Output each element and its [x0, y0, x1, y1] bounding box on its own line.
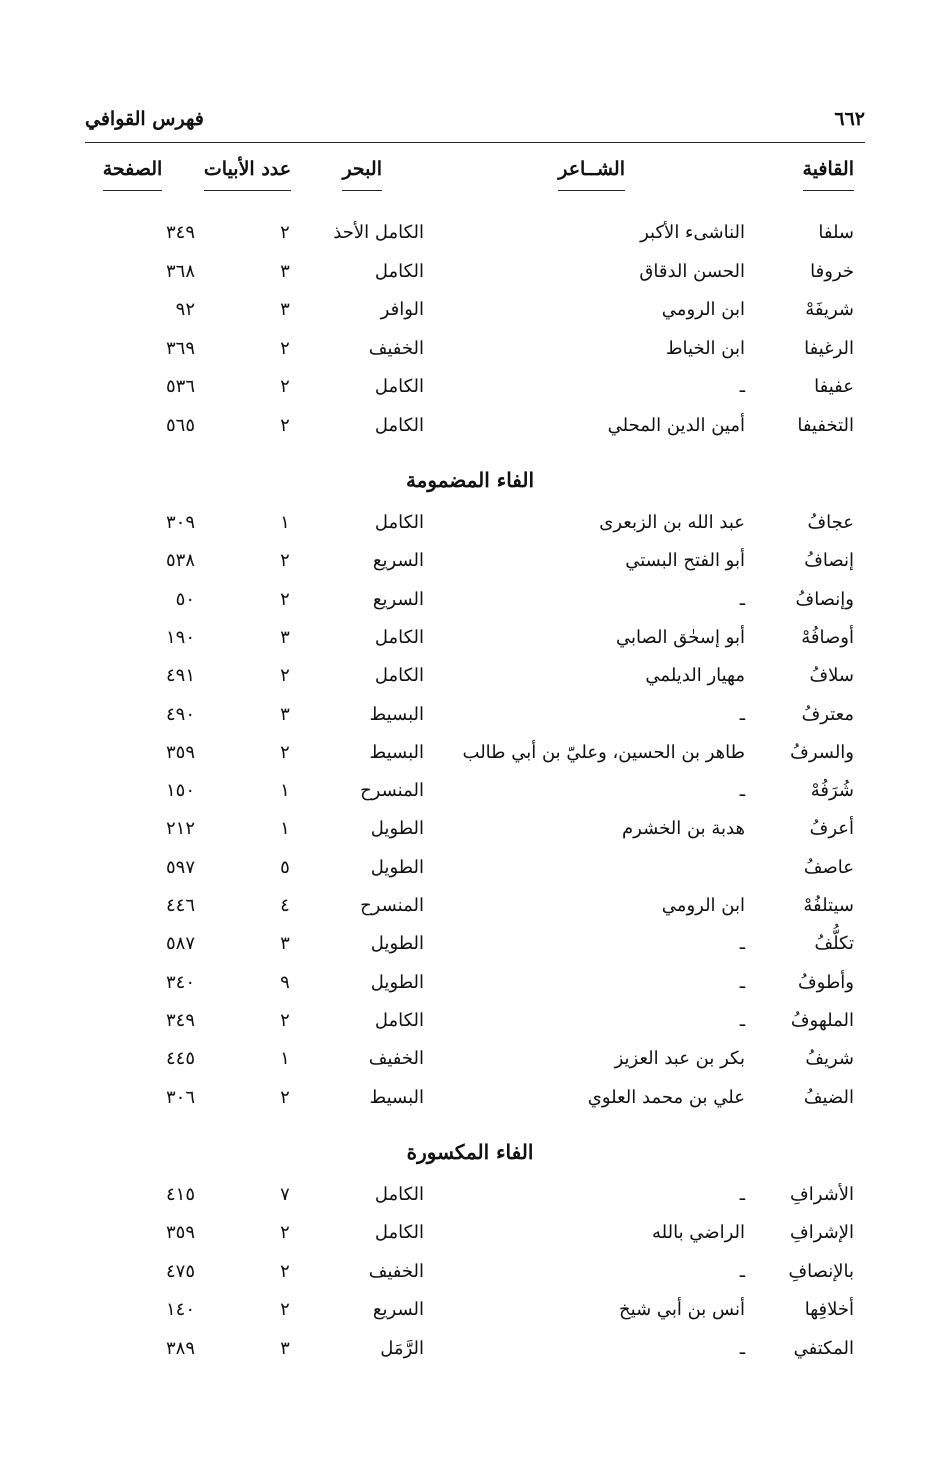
table-row — [0, 222, 950, 256]
table-row — [0, 742, 950, 776]
table-row — [0, 512, 950, 546]
poet-cell: ـ — [739, 588, 745, 610]
poet-cell: ـ — [739, 1337, 745, 1359]
page-cell: ٩٢ — [175, 299, 195, 321]
rhyme-cell: سلافُ — [809, 665, 854, 687]
poet-cell: أبو إسحٰق الصابي — [615, 626, 745, 648]
poet-cell: ـ — [739, 971, 745, 993]
page-cell: ٣٤٠ — [165, 971, 195, 993]
meter-cell: الرَّمَل — [380, 1337, 424, 1359]
verses-cell: ٢ — [280, 1260, 290, 1282]
page-cell: ٤٧٥ — [165, 1260, 195, 1282]
table-row — [0, 1010, 950, 1044]
rhyme-cell: شريفَهْ — [805, 299, 854, 321]
page-cell: ٤١٥ — [165, 1184, 195, 1205]
verses-cell: ١ — [280, 512, 290, 533]
page-cell: ٢١٢ — [165, 818, 195, 840]
page-cell: ١٤٠ — [165, 1299, 195, 1321]
table-row — [0, 1338, 950, 1372]
meter-cell: الخفيف — [368, 337, 424, 359]
page-cell: ٥٦٥ — [165, 415, 195, 436]
table-row — [0, 338, 950, 372]
poet-cell: الحسن الدقاق — [639, 260, 745, 282]
meter-cell: الطويل — [370, 933, 424, 955]
rhyme-cell: سيتلفُهْ — [803, 895, 854, 916]
header-page: الصفحة — [100, 158, 165, 191]
meter-cell: الكامل الأحذ — [333, 222, 424, 243]
meter-cell: الكامل — [374, 665, 424, 687]
verses-cell: ٢ — [280, 588, 290, 610]
rhyme-cell: شريفُ — [805, 1048, 854, 1070]
table-row — [0, 589, 950, 623]
poet-cell: مهيار الديلمي — [645, 665, 745, 687]
verses-cell: ٣ — [280, 933, 290, 955]
rhyme-cell: الرغيفا — [804, 337, 854, 359]
verses-cell: ٣ — [280, 1337, 290, 1359]
poet-cell: الراضي بالله — [651, 1222, 745, 1244]
meter-cell: البسيط — [369, 1086, 424, 1108]
rhyme-cell: عفيفا — [814, 376, 854, 398]
verses-cell: ٢ — [280, 1009, 290, 1031]
page-cell: ١٥٠ — [165, 780, 195, 802]
verses-cell: ٢ — [280, 415, 290, 436]
meter-cell: الوافر — [380, 299, 424, 321]
poet-cell: ـ — [739, 1009, 745, 1031]
rhyme-cell: شُرَفُهْ — [810, 780, 854, 802]
page-cell: ٣٤٩ — [165, 222, 195, 243]
poet-cell: ـ — [739, 1260, 745, 1282]
verses-cell: ٢ — [280, 741, 290, 763]
verses-cell: ٢ — [280, 550, 290, 572]
verses-cell: ١ — [280, 780, 290, 802]
table-row — [0, 1222, 950, 1256]
table-row — [0, 857, 950, 891]
rhyme-cell: الضيفُ — [803, 1086, 854, 1108]
table-row — [0, 780, 950, 814]
rhyme-cell: أخلافِها — [804, 1299, 854, 1321]
poet-cell: ابن الخياط — [665, 337, 745, 359]
poet-cell: أنس بن أبي شيخ — [619, 1299, 745, 1321]
verses-cell: ٢ — [280, 1299, 290, 1321]
rhyme-cell: الإشرافِ — [790, 1222, 854, 1244]
rhyme-cell: الملهوفُ — [790, 1009, 854, 1031]
meter-cell: الطويل — [370, 856, 424, 878]
rhyme-cell: إنصافُ — [804, 550, 854, 572]
page-cell: ٣٠٩ — [165, 512, 195, 533]
verses-cell: ١ — [280, 818, 290, 840]
page-cell: ٣٤٩ — [165, 1009, 195, 1031]
meter-cell: الكامل — [374, 1009, 424, 1031]
rhyme-cell: المكتفي — [793, 1337, 854, 1359]
meter-cell: المنسرح — [360, 780, 424, 802]
verses-cell: ٥ — [280, 856, 290, 878]
table-row — [0, 704, 950, 738]
page-cell: ٤٤٥ — [165, 1048, 195, 1070]
table-row — [0, 1261, 950, 1295]
section-title-damma: الفاء المضمومة — [405, 468, 535, 492]
rhyme-cell: خروفا — [810, 260, 854, 282]
verses-cell: ٢ — [280, 1086, 290, 1108]
header-verses: عدد الأبيات — [200, 158, 295, 191]
page-cell: ٥٠ — [175, 588, 195, 610]
page-cell: ٥٨٧ — [165, 933, 195, 955]
table-row — [0, 1048, 950, 1082]
poet-cell: بكر بن عبد العزيز — [614, 1048, 745, 1070]
meter-cell: المنسرح — [360, 895, 424, 916]
rhyme-cell: تكلُّفُ — [814, 933, 854, 955]
rhyme-cell: سلفا — [818, 222, 854, 243]
table-row — [0, 299, 950, 333]
meter-cell: السريع — [372, 1299, 424, 1321]
table-row — [0, 550, 950, 584]
page-number: ٦٦٢ — [834, 108, 865, 130]
rhyme-cell: أعرفُ — [809, 818, 854, 840]
verses-cell: ٣ — [280, 626, 290, 648]
rhyme-cell: عجافُ — [807, 512, 854, 533]
meter-cell: الخفيف — [368, 1260, 424, 1282]
table-row — [0, 261, 950, 295]
poet-cell: علي بن محمد العلوي — [587, 1086, 745, 1108]
verses-cell: ٢ — [280, 1222, 290, 1244]
table-row — [0, 376, 950, 410]
verses-cell: ٧ — [280, 1184, 290, 1205]
page-cell: ٥٩٧ — [165, 856, 195, 878]
verses-cell: ٢ — [280, 665, 290, 687]
running-head — [85, 108, 865, 143]
meter-cell: السريع — [372, 550, 424, 572]
rhyme-cell: عاصفُ — [803, 856, 854, 878]
meter-cell: الكامل — [374, 376, 424, 398]
verses-cell: ٩ — [280, 971, 290, 993]
rhyme-cell: وإنصافُ — [795, 588, 854, 610]
table-row — [0, 1184, 950, 1218]
table-row — [0, 895, 950, 929]
table-row — [0, 933, 950, 967]
table-row — [0, 1299, 950, 1333]
poet-cell: ابن الرومي — [661, 895, 745, 916]
page-cell: ٥٣٨ — [165, 550, 195, 572]
poet-cell: طاهر بن الحسين، وعليّ بن أبي طالب — [462, 741, 745, 763]
page-cell: ٥٣٦ — [165, 376, 195, 398]
poet-cell: هدبة بن الخشرم — [622, 818, 745, 840]
page-cell: ٤٤٦ — [165, 895, 195, 916]
rhyme-cell: وأطوفُ — [798, 971, 854, 993]
poet-cell: ـ — [739, 1184, 745, 1205]
page-cell: ٤٩١ — [165, 665, 195, 687]
table-row — [0, 1087, 950, 1121]
table-row — [0, 972, 950, 1006]
verses-cell: ٣ — [280, 703, 290, 725]
rhyme-cell: معترفُ — [801, 703, 854, 725]
poet-cell: عبد الله بن الزبعرى — [599, 512, 745, 533]
meter-cell: الكامل — [374, 1222, 424, 1244]
page-cell: ٣٦٩ — [165, 337, 195, 359]
rhyme-cell: والسرفُ — [790, 741, 854, 763]
meter-cell: الكامل — [374, 626, 424, 648]
running-head-title: فهرس القوافي — [85, 108, 204, 130]
verses-cell: ٣ — [280, 299, 290, 321]
poet-cell: أمين الدين المحلي — [607, 415, 745, 436]
meter-cell: السريع — [372, 588, 424, 610]
table-row — [0, 627, 950, 661]
poet-cell: ابن الرومي — [661, 299, 745, 321]
verses-cell: ٢ — [280, 222, 290, 243]
meter-cell: الكامل — [374, 260, 424, 282]
page-cell: ٣٠٦ — [165, 1086, 195, 1108]
table-row — [0, 665, 950, 699]
page-cell: ٣٥٩ — [165, 741, 195, 763]
meter-cell: الكامل — [374, 1184, 424, 1205]
section-title-kasra: الفاء المكسورة — [406, 1140, 534, 1164]
table-row — [0, 415, 950, 449]
page-cell: ٤٩٠ — [165, 703, 195, 725]
verses-cell: ٣ — [280, 260, 290, 282]
poet-cell: ـ — [739, 376, 745, 398]
meter-cell: الكامل — [374, 512, 424, 533]
verses-cell: ٤ — [280, 895, 290, 916]
verses-cell: ١ — [280, 1048, 290, 1070]
rhyme-cell: الأشرافِ — [790, 1184, 854, 1205]
meter-cell: الخفيف — [368, 1048, 424, 1070]
table-row — [0, 818, 950, 852]
poet-cell: ـ — [739, 780, 745, 802]
meter-cell: الكامل — [374, 415, 424, 436]
header-poet: الشــاعر — [558, 158, 625, 191]
header-rhyme: القافية — [803, 158, 854, 191]
page-cell: ٣٦٨ — [165, 260, 195, 282]
meter-cell: الطويل — [370, 818, 424, 840]
meter-cell: الطويل — [370, 971, 424, 993]
poet-cell: ـ — [739, 703, 745, 725]
verses-cell: ٢ — [280, 337, 290, 359]
poet-cell: الناشىء الأكبر — [640, 222, 745, 243]
header-meter: البحر — [342, 158, 382, 191]
table-header — [0, 158, 950, 208]
page-cell: ٣٥٩ — [165, 1222, 195, 1244]
rhyme-cell: التخفيفا — [797, 415, 854, 436]
page-cell: ١٩٠ — [165, 626, 195, 648]
rhyme-cell: بالإنصافِ — [788, 1260, 854, 1282]
poet-cell: أبو الفتح البستي — [625, 550, 745, 572]
verses-cell: ٢ — [280, 376, 290, 398]
meter-cell: البسيط — [369, 741, 424, 763]
poet-cell: ـ — [739, 933, 745, 955]
page-cell: ٣٨٩ — [165, 1337, 195, 1359]
meter-cell: البسيط — [369, 703, 424, 725]
rhyme-cell: أوصافُهْ — [801, 626, 854, 648]
